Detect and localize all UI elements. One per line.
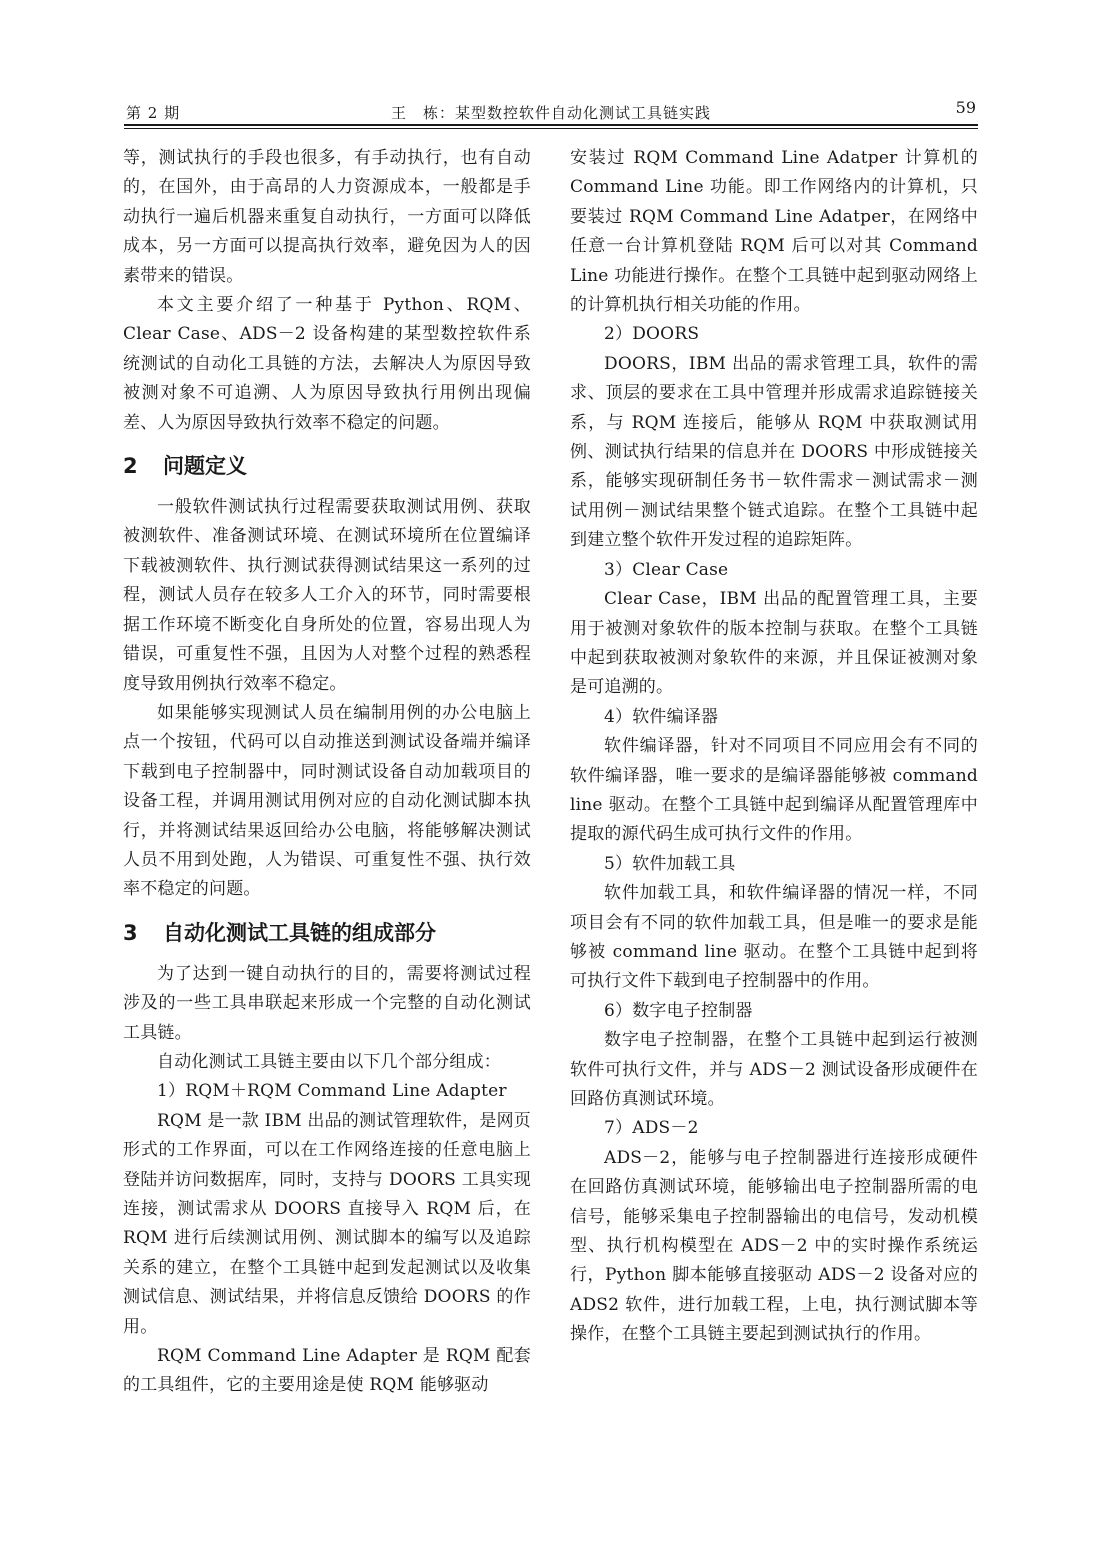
left-column (123, 144, 531, 1484)
list-item-heading: 3）Clear Case (604, 559, 729, 580)
section-heading-3 (123, 917, 531, 949)
paragraph: DOORS，IBM 出品的需求管理工具，软件的需求、顶层的要求在工具中管理并形成需求追踪链接关系，与 RQM 连接后，能够从 RQM 中获取测试用例、测试执行结果的信息并在 DOORS 中形成链接关系，能够实现研制任务书－软件需求－测试需求－测试用例－测试结果整个链式追踪。在整个工具链中起到建立整个软件开发过程的追踪矩阵。 (570, 353, 978, 551)
list-item-heading: 1）RQM＋RQM Command Line Adapter (157, 1081, 507, 1102)
paragraph: 数字电子控制器，在整个工具链中起到运行被测软件可执行文件，并与 ADS－2 测试设备形成硬件在回路仿真测试环境。 (570, 1030, 978, 1109)
paragraph: 等，测试执行的手段也很多，有手动执行，也有自动的，在国外，由于高昂的人力资源成本，一般都是手动执行一遍后机器来重复自动执行，一方面可以降低成本，另一方面可以提高执行效率，避免因为人的因素带来的错误。 (123, 148, 531, 286)
paragraph: 软件加载工具，和软件编译器的情况一样，不同项目会有不同的软件加载工具，但是唯一的要求是能够被 command line 驱动。在整个工具链中起到将可执行文件下载到电子控制器中的作用。 (570, 883, 978, 992)
header-rule-thin (124, 128, 978, 129)
paragraph: 一般软件测试执行过程需要获取测试用例、获取被测软件、准备测试环境、在测试环境所在位置编译下载被测软件、执行测试获得测试结果这一系列的过程，测试人员存在较多人工介入的环节，同时需要根据工作环境不断变化自身所处的位置，容易出现人为错误，可重复性不强，且因为人对整个过程的熟悉程度导致用例执行效率不稳定。 (123, 497, 531, 694)
header-rule-thick (124, 124, 978, 126)
paragraph: RQM Command Line Adapter 是 RQM 配套的工具组件，它的主要用途是使 RQM 能够驱动 (123, 1346, 531, 1396)
list-item-heading: 5）软件加载工具 (604, 853, 736, 874)
section-heading-2 (123, 450, 531, 482)
section-title: 自动化测试工具链的组成部分 (163, 920, 436, 945)
list-item-heading: 7）ADS－2 (604, 1118, 699, 1139)
paragraph: 自动化测试工具链主要由以下几个部分组成： (157, 1051, 501, 1072)
list-item-heading: 6）数字电子控制器 (604, 1000, 753, 1021)
list-item-heading: 2）DOORS (604, 324, 700, 345)
list-item-heading: 4）软件编译器 (604, 706, 719, 727)
paragraph: 安装过 RQM Command Line Adatper 计算机的 Command Line 功能。即工作网络内的计算机，只要装过 RQM Command Line Adatper，在网络中任意一台计算机登陆 RQM 后可以对其 Command Line 功能进行操作。在整个工具链中起到驱动网络上的计算机执行相关功能的作用。 (570, 148, 978, 316)
section-number: 3 (123, 920, 138, 945)
paragraph: ADS－2，能够与电子控制器进行连接形成硬件在回路仿真测试环境，能够输出电子控制器所需的电信号，能够采集电子控制器输出的电信号，发动机模型、执行机构模型在 ADS－2 中的实时操作系统运行，Python 脚本能够直接驱动 ADS－2 设备对应的 ADS2 软件，进行加载工程，上电，执行测试脚本等操作，在整个工具链主要起到测试执行的作用。 (570, 1147, 978, 1345)
paragraph: 如果能够实现测试人员在编制用例的办公电脑上点一个按钮，代码可以自动推送到测试设备端并编译下载到电子控制器中，同时测试设备自动加载项目的设备工程，并调用测试用例对应的自动化测试脚本执行，并将测试结果返回给办公电脑，将能够解决测试人员不用到处跑，人为错误、可重复性不强、执行效率不稳定的问题。 (123, 702, 531, 900)
paragraph: 为了达到一键自动执行的目的，需要将测试过程涉及的一些工具串联起来形成一个完整的自动化测试工具链。 (123, 963, 531, 1043)
paragraph: 本文主要介绍了一种基于 Python、RQM、Clear Case、ADS－2 设备构建的某型数控软件系统测试的自动化工具链的方法，去解决人为原因导致被测对象不可追溯、人为原因导致执行用例出现偏差、人为原因导致执行效率不稳定的问题。 (123, 295, 531, 433)
paragraph: 软件编译器，针对不同项目不同应用会有不同的软件编译器，唯一要求的是编译器能够被 command line 驱动。在整个工具链中起到编译从配置管理库中提取的源代码生成可执行文件的作用。 (570, 736, 978, 845)
running-title: 王 栋：某型数控软件自动化测试工具链实践 (390, 104, 711, 122)
issue-number: 第 2 期 (126, 104, 181, 122)
page-number: 59 (955, 98, 976, 117)
right-column (570, 144, 978, 1484)
paragraph: RQM 是一款 IBM 出品的测试管理软件，是网页形式的工作界面，可以在工作网络连接的任意电脑上登陆并访问数据库，同时，支持与 DOORS 工具实现连接，测试需求从 DOORS 直接导入 RQM 后，在 RQM 进行后续测试用例、测试脚本的编写以及追踪关系的建立，在整个工具链中起到发起测试以及收集测试信息、测试结果，并将信息反馈给 DOORS 的作用。 (123, 1110, 531, 1337)
paragraph: Clear Case，IBM 出品的配置管理工具，主要用于被测对象软件的版本控制与获取。在整个工具链中起到获取被测对象软件的来源，并且保证被测对象是可追溯的。 (570, 589, 978, 698)
section-title: 问题定义 (163, 454, 247, 479)
running-header (124, 96, 978, 124)
section-number: 2 (123, 454, 138, 479)
